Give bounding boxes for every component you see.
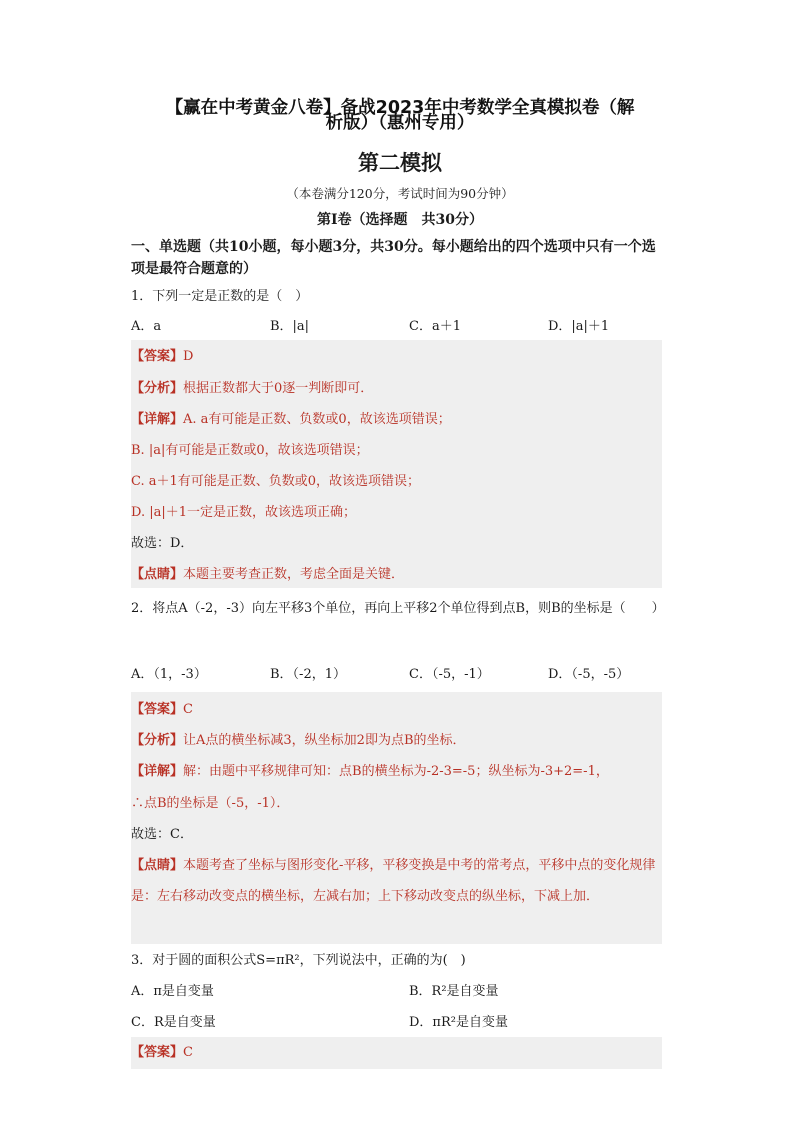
q1-option-a: A．a bbox=[131, 319, 162, 334]
document-title-line2: 析版）（惠州专用） bbox=[325, 113, 475, 133]
q3-option-d: D．πR²是自变量 bbox=[409, 1015, 508, 1030]
q1-choose: 故选：D． bbox=[131, 536, 194, 551]
q2-option-b: B．（-2，1） bbox=[270, 667, 346, 682]
volume-heading: 第Ⅰ卷（选择题 共30分） bbox=[316, 212, 484, 228]
q1-option-d: D．|a|＋1 bbox=[548, 319, 610, 334]
q2-answer: 【答案】C bbox=[131, 702, 193, 717]
q1-detail2: B. |a|有可能是正数或0，故该选项错误； bbox=[131, 443, 369, 458]
q3-answer: 【答案】C bbox=[131, 1045, 193, 1060]
q3-option-b: B．R²是自变量 bbox=[409, 984, 499, 999]
q3-stem: 3．对于圆的面积公式S=πR²，下列说法中，正确的为( ) bbox=[131, 953, 466, 968]
q1-analysis: 【分析】根据正数都大于0逐一判断即可． bbox=[131, 381, 374, 396]
q2-stem: 2．将点A（-2，-3）向左平移3个单位，再向上平移2个单位得到点B，则B的坐标是（ ） bbox=[131, 601, 665, 616]
q2-detail2: ∴点B的坐标是（-5，-1）． bbox=[131, 796, 290, 811]
q1-comment: 【点睛】本题主要考查正数，考虑全面是关键． bbox=[131, 567, 405, 582]
q2-detail1: 【详解】解：由题中平移规律可知：点B的横坐标为-2-3=-5；纵坐标为-3+2=-1， bbox=[131, 764, 609, 779]
section-heading: 一、单选题（共10小题，每小题3分，共30分。每小题给出的四个选项中只有一个选项是最符合题意的） bbox=[131, 239, 656, 277]
q1-stem: 1．下列一定是正数的是（ ） bbox=[131, 289, 309, 304]
q3-option-a: A．π是自变量 bbox=[131, 984, 214, 999]
q1-detail4: D. |a|＋1一定是正数，故该选项正确； bbox=[131, 505, 357, 520]
document-subtitle: 第二模拟 bbox=[358, 151, 442, 175]
q2-option-c: C．（-5，-1） bbox=[409, 667, 490, 682]
q1-detail3: C. a＋1有可能是正数、负数或0，故该选项错误； bbox=[131, 474, 421, 489]
q2-option-a: A．（1，-3） bbox=[131, 667, 207, 682]
q2-option-d: D．（-5，-5） bbox=[548, 667, 630, 682]
q2-comment: 【点睛】本题考查了坐标与图形变化-平移，平移变换是中考的常考点，平移中点的变化规律是：左右移动改变点的横坐标，左减右加；上下移动改变点的纵坐标，下减上加． bbox=[131, 858, 656, 904]
q1-option-c: C．a＋1 bbox=[409, 319, 461, 334]
q1-detail1: 【详解】A. a有可能是正数、负数或0，故该选项错误； bbox=[131, 412, 451, 427]
q1-option-b: B．|a| bbox=[270, 319, 310, 334]
q3-option-c: C．R是自变量 bbox=[131, 1015, 216, 1030]
exam-note: （本卷满分120分，考试时间为90分钟） bbox=[286, 186, 514, 201]
q2-analysis: 【分析】让A点的横坐标减3，纵坐标加2即为点B的坐标． bbox=[131, 733, 466, 748]
document-title-line1: 【赢在中考黄金八卷】备战2023年中考数学全真模拟卷（解 bbox=[165, 98, 635, 118]
q2-choose: 故选：C． bbox=[131, 827, 193, 842]
q1-answer: 【答案】D bbox=[131, 349, 194, 364]
